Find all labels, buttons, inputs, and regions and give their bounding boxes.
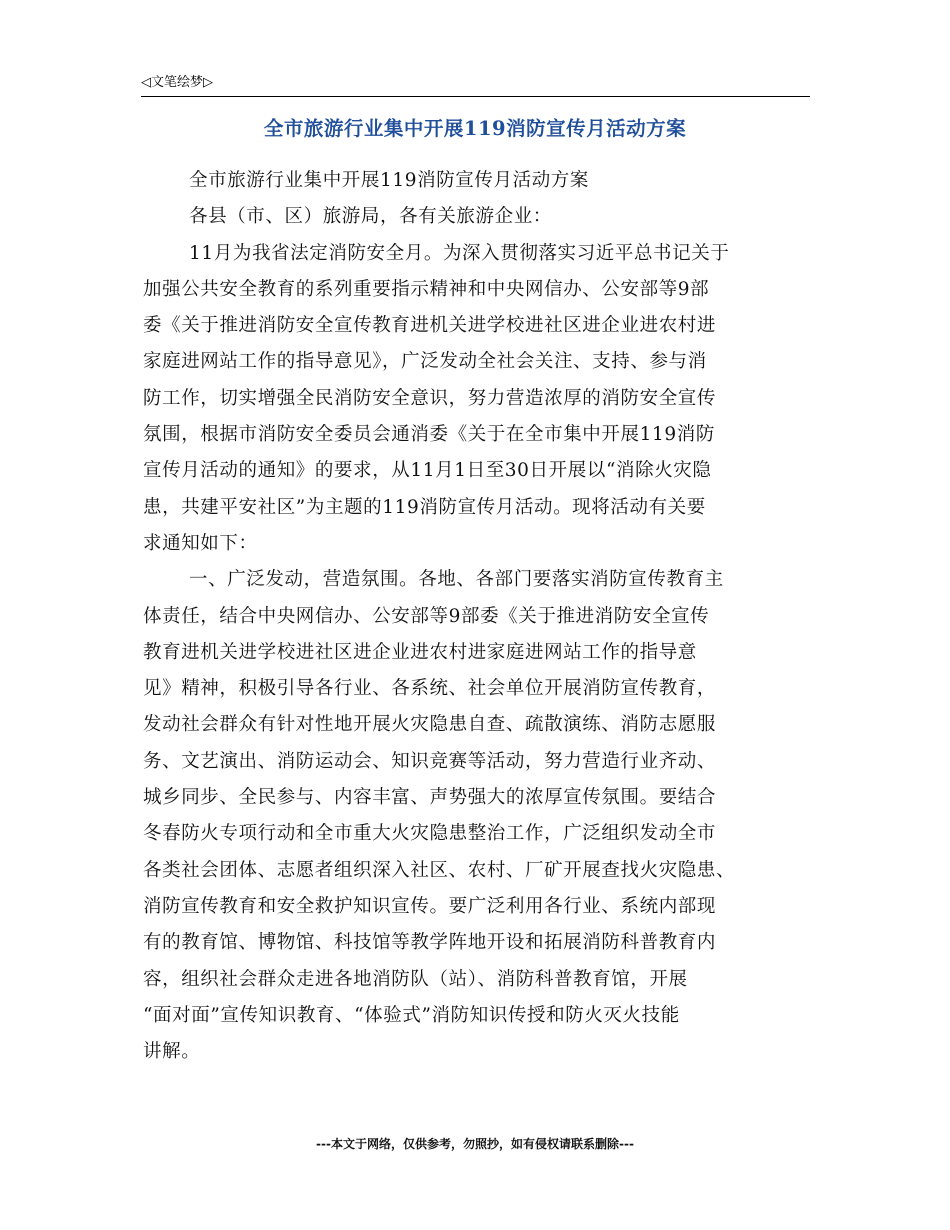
body-line: 防工作，切实增强全民消防安全意识，努力营造浓厚的消防安全宣传 [143,387,717,409]
body-line: 讲解。 [143,1041,201,1063]
body-line: 城乡同步、全民参与、内容丰富、声势强大的浓厚宣传氛围。要结合 [143,787,717,809]
body-line: 消防宣传教育和安全救护知识宣传。要广泛利用各行业、系统内部现 [143,895,717,917]
document-body [143,163,815,1070]
body-line: 求通知如下： [143,532,258,554]
body-line: 宣传月活动的通知》的要求，从11月1日至30日开展以“消除火灾隐 [143,460,712,482]
body-line: 11月为我省法定消防安全月。为深入贯彻落实习近平总书记关于 [189,242,730,264]
body-line: 家庭进网站工作的指导意见》，广泛发动全社会关注、支持、参与消 [143,351,707,373]
body-line: 务、文艺演出、消防运动会、知识竞赛等活动，努力营造行业齐动、 [143,750,717,772]
body-line: 教育进机关进学校进社区进企业进农村进家庭进网站工作的指导意 [143,641,697,663]
body-line: 各类社会团体、志愿者组织深入社区、农村、厂矿开展查找火灾隐患、 [143,859,736,881]
body-line: 见》精神，积极引导各行业、各系统、社会单位开展消防宣传教育， [143,678,717,700]
body-line: 委《关于推进消防安全宣传教育进机关进学校进社区进企业进农村进 [143,315,717,337]
body-line: 容，组织社会群众走进各地消防队（站）、消防科普教育馆，开展 [143,968,688,990]
page-header [141,72,810,97]
body-line: 全市旅游行业集中开展119消防宣传月活动方案 [189,170,590,191]
body-line: 氛围，根据市消防安全委员会通消委《关于在全市集中开展119消防 [143,424,715,446]
body-line: 加强公共安全教育的系列重要指示精神和中央网信办、公安部等9部 [143,278,710,300]
body-line: 体责任，结合中央网信办、公安部等9部委《关于推进消防安全宣传 [143,605,710,627]
brand-logo-text: ◁文笔绘梦▷ [141,75,213,90]
document-title: 全市旅游行业集中开展119消防宣传月活动方案 [263,117,687,140]
body-line: 冬春防火专项行动和全市重大火灾隐患整治工作，广泛组织发动全市 [143,823,717,845]
body-line: 一、广泛发动，营造氛围。各地、各部门要落实消防宣传教育主 [189,569,724,591]
page-footer-disclaimer: ---本文于网络，仅供参考，勿照抄，如有侵权请联系删除--- [316,1137,634,1151]
body-line: 各县（市、区）旅游局，各有关旅游企业： [189,206,552,228]
body-line: 发动社会群众有针对性地开展火灾隐患自查、疏散演练、消防志愿服 [143,714,717,736]
body-line: 患，共建平安社区”为主题的119消防宣传月活动。现将活动有关要 [143,496,706,518]
body-line: “面对面”宣传知识教育、“体验式”消防知识传授和防火灭火技能 [143,1004,680,1026]
body-line: 有的教育馆、博物馆、科技馆等教学阵地开设和拓展消防科普教育内 [143,932,717,954]
